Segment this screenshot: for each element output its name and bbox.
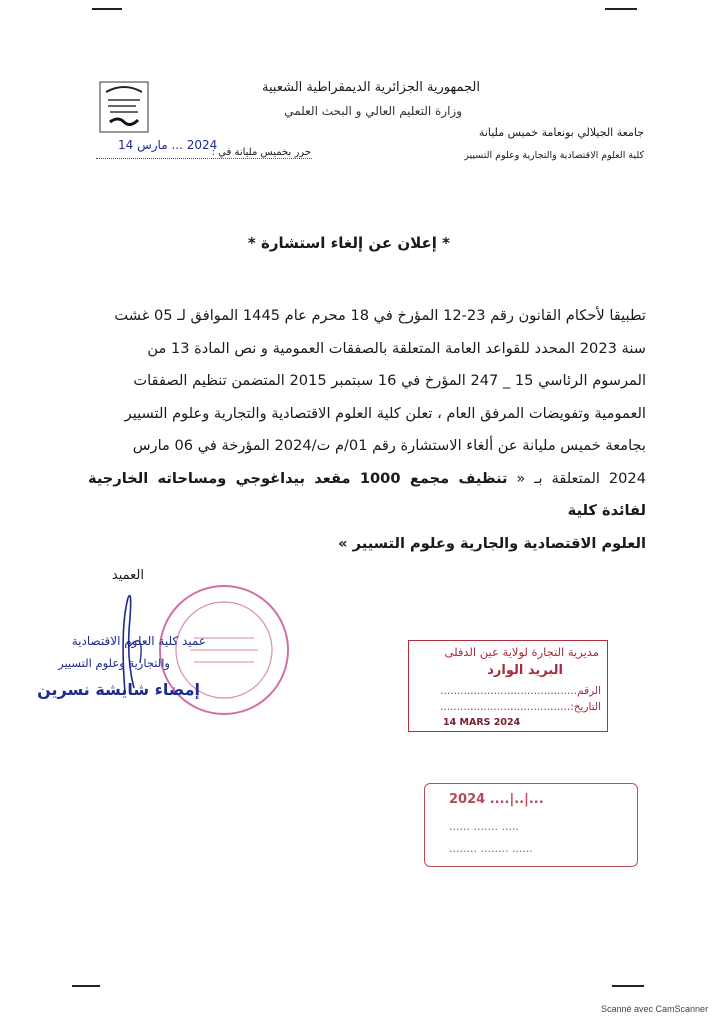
received-stamp-top: 2024 ....|..|...: [449, 792, 544, 807]
body-line-prefix: 2024 المتعلقة بـ «: [507, 469, 646, 487]
crop-mark-bottom-right: [612, 985, 644, 987]
place-date-label: حرر بخميس مليانة في :: [211, 147, 311, 158]
body-line: [88, 463, 646, 528]
body-line: العمومية وتفويضات المرفق العام ، تعلن كلية العلوم الاقتصادية والتجارية وعلوم التسيير: [124, 404, 646, 422]
crop-mark-top-right: [605, 8, 637, 10]
received-stamp: [424, 783, 638, 867]
crop-mark-top-left: [92, 8, 122, 10]
dean-stamp-line-1: عميد كلية العلوم الاقتصادية: [71, 634, 206, 648]
ministry-name: وزارة التعليم العالي و البحث العلمي: [284, 104, 462, 118]
body-line: بجامعة خميس مليانة عن ألغاء الاستشارة رقم 01/م ت/2024 المؤرخة في 06 مارس: [132, 437, 646, 454]
round-faculty-stamp: [154, 580, 294, 720]
dean-title: العميد: [111, 568, 144, 583]
incoming-mail-stamp: [408, 640, 608, 732]
stamp-number-label: الرقم.........................................: [440, 685, 601, 697]
body-line: سنة 2023 المحدد للقواعد العامة المتعلقة بالصفقات العمومية و نص المادة 13 من: [147, 339, 646, 357]
body-line: المرسوم الرئاسي 15 _ 247 المؤرخ في 16 سبتمبر 2015 المتضمن تنظيم الصفقات: [133, 372, 646, 389]
scanner-watermark: Scanné avec CamScanner: [601, 1004, 709, 1014]
subject-part-2: العلوم الاقتصادية والجارية وعلوم التسيير »: [338, 534, 646, 552]
subject-part-1: تنظيف مجمع 1000 مقعد بيداغوجي ومساحاته الخارجية لفائدة كلية: [88, 469, 646, 519]
date-dotted-line: [96, 158, 312, 159]
republic-name: الجمهورية الجزائرية الديمقراطية الشعبية: [262, 80, 480, 95]
stamp-directorate: مديرية التجارة لولاية عين الدفلى: [444, 645, 599, 659]
handwritten-signature: [100, 588, 170, 698]
stamp-incoming-label: البريد الوارد: [487, 663, 563, 678]
announcement-body: [88, 300, 646, 560]
university-name: جامعة الجيلالي بونعامة خميس مليانة: [478, 126, 644, 139]
handwritten-date: 2024 ... مارس 14: [118, 138, 218, 152]
faculty-name: كلية العلوم الاقتصادية والتجارية وعلوم التسيير: [464, 150, 644, 161]
body-line: تطبيقا لأحكام القانون رقم 23-12 المؤرخ في 18 محرم عام 1445 الموافق لـ 05 غشت: [114, 307, 646, 324]
received-stamp-mid: ...... ....... .....: [449, 820, 519, 833]
document-title: * إعلان عن إلغاء استشارة *: [247, 234, 450, 252]
received-stamp-bottom: ........ ........ ......: [449, 842, 533, 855]
dean-signed-name: إمضاء شايشة نسرين: [37, 680, 200, 699]
dean-stamp-line-2: والتجارية وعلوم التسيير: [58, 656, 170, 670]
stamp-date-value: 14 MARS 2024: [443, 717, 521, 728]
stamp-date-label: التاريخ:.......................................: [440, 701, 601, 713]
university-logo: [98, 78, 150, 136]
crop-mark-bottom-left: [72, 985, 100, 987]
